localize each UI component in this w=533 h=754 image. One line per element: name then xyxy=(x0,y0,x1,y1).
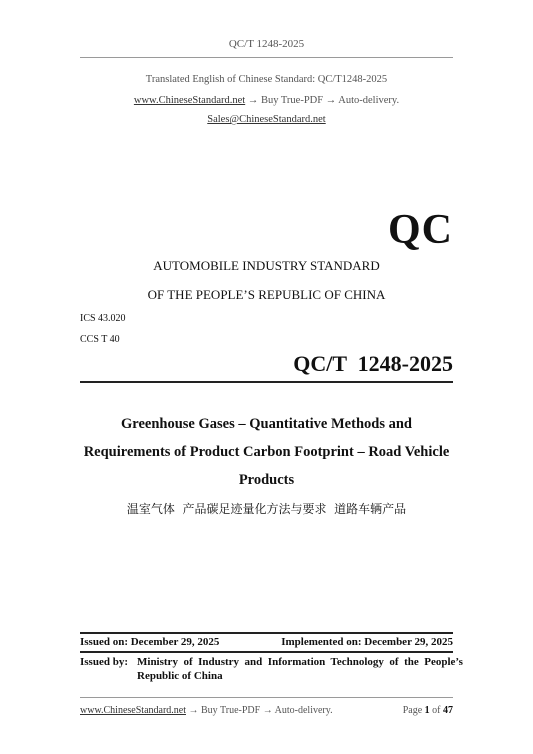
delivery-text: Auto-delivery. xyxy=(338,95,400,106)
qc-logo: QC xyxy=(388,207,453,253)
of-label: of xyxy=(432,705,441,716)
issued-by-org-line2: Republic of China xyxy=(137,670,223,682)
site-link[interactable]: www.ChineseStandard.net xyxy=(133,95,246,106)
issued-on: Issued on: December 29, 2025 xyxy=(80,636,220,648)
dates-top-rule xyxy=(80,632,453,634)
page-indicator xyxy=(403,705,453,716)
ics-code: ICS 43.020 xyxy=(80,313,126,324)
implemented-on: Implemented on: December 29, 2025 xyxy=(281,636,453,648)
arrow-right-icon: → xyxy=(325,95,337,106)
footer-rule xyxy=(80,697,453,698)
arrow-right-icon: → xyxy=(188,705,199,716)
title-line1: Greenhouse Gases – Quantitative Methods and xyxy=(121,416,412,432)
email-link[interactable]: Sales@ChineseStandard.net xyxy=(207,114,326,125)
translation-notice: Translated English of Chinese Standard: QC/T1248-2025 xyxy=(145,74,388,85)
industry-title-line2: OF THE PEOPLE’S REPUBLIC OF CHINA xyxy=(147,287,386,302)
footer-site-link[interactable]: www.ChineseStandard.net xyxy=(80,705,186,716)
title-line3: Products xyxy=(238,472,295,488)
buy-pdf-text: Buy True-PDF xyxy=(260,95,324,106)
footer-delivery-text: Auto-delivery. xyxy=(274,705,333,716)
running-header: QC/T 1248-2025 xyxy=(228,38,305,50)
arrow-right-icon: → xyxy=(247,95,259,106)
chinese-title: 温室气体 产品碳足迹量化方法与要求 道路车辆产品 xyxy=(126,502,407,516)
page-label: Page xyxy=(402,705,423,716)
standard-number: QC/T 1248-2025 xyxy=(293,351,453,376)
email-line xyxy=(0,114,533,125)
dates-bottom-rule xyxy=(80,651,453,653)
footer-promo xyxy=(80,705,333,716)
ccs-code: CCS T 40 xyxy=(80,334,120,345)
standard-number-rule xyxy=(80,381,453,383)
page-number: 1 xyxy=(424,705,430,716)
total-pages: 47 xyxy=(443,705,453,716)
header-rule xyxy=(80,57,453,58)
title-line2: Requirements of Product Carbon Footprint – Road Vehicle xyxy=(83,444,450,460)
issued-by-org-line1: Ministry of Industry and Information Technology of the People’s xyxy=(137,656,463,668)
arrow-right-icon: → xyxy=(262,705,273,716)
issued-by-label: Issued by: xyxy=(80,656,128,668)
promo-line xyxy=(0,95,533,106)
footer-buy-text: Buy True-PDF xyxy=(201,705,261,716)
industry-title-line1: AUTOMOBILE INDUSTRY STANDARD xyxy=(153,258,380,273)
